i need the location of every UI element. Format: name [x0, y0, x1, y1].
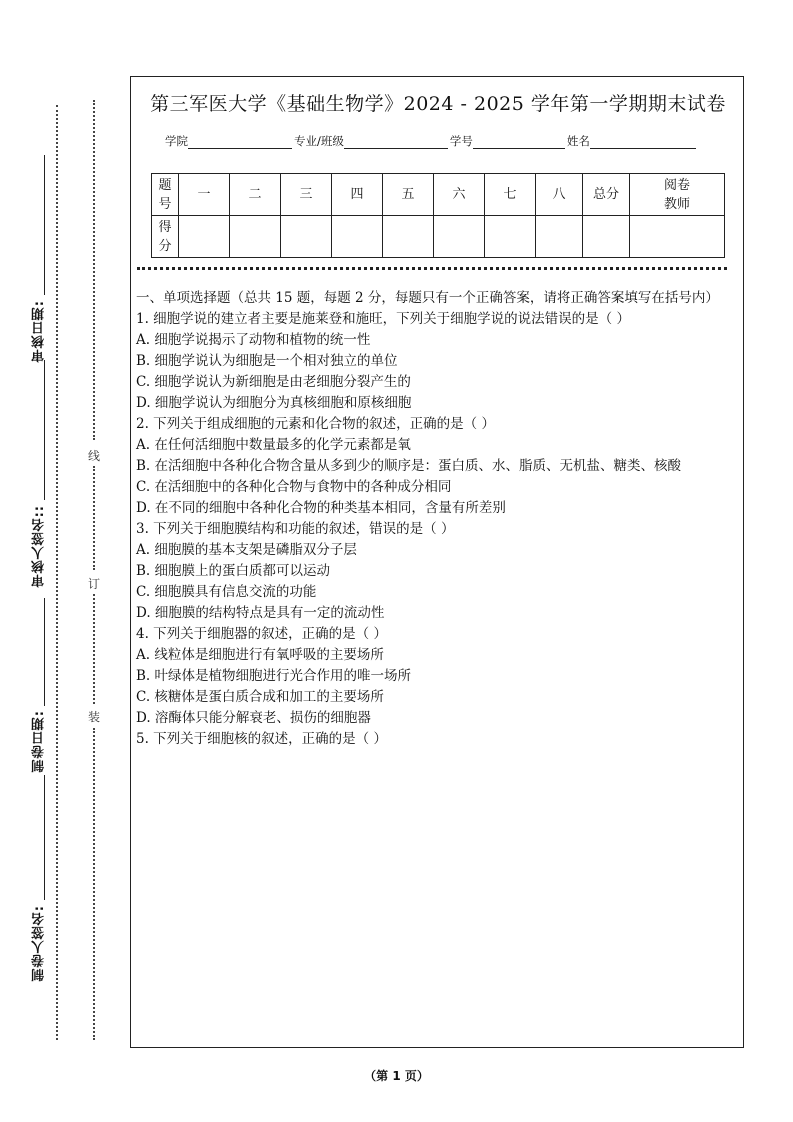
question-option: A. 细胞膜的基本支架是磷脂双分子层 — [136, 542, 357, 558]
score-cell-8[interactable] — [536, 216, 583, 258]
compiler-signature-line — [44, 775, 45, 900]
college-field[interactable] — [188, 136, 292, 149]
score-table-score-row — [152, 216, 725, 258]
name-field[interactable] — [590, 136, 696, 149]
question-option: C. 细胞学说认为新细胞是由老细胞分裂产生的 — [136, 374, 411, 390]
question-option: A. 细胞学说揭示了动物和植物的统一性 — [136, 332, 371, 348]
section-title: 一、单项选择题（总共 15 题，每题 2 分，每题只有一个正确答案，请将正确答案填写在括号内） — [136, 290, 719, 306]
question-option: C. 细胞膜具有信息交流的功能 — [136, 584, 317, 600]
student-info-row — [165, 133, 698, 149]
binding-char-zhuang: 装 — [88, 710, 101, 724]
question-option: A. 线粒体是细胞进行有氧呼吸的主要场所 — [136, 647, 384, 663]
score-cell-total[interactable] — [583, 216, 630, 258]
binding-dotted-line-bottom — [93, 728, 95, 1040]
question-3 — [136, 519, 736, 624]
score-col-2: 二 — [230, 174, 281, 216]
score-col-6: 六 — [434, 174, 485, 216]
major-class-label: 专业/班级 — [294, 134, 344, 148]
question-4 — [136, 624, 736, 729]
question-5 — [136, 729, 736, 750]
question-option: D. 细胞学说认为细胞分为真核细胞和原核细胞 — [136, 395, 412, 411]
compile-date-line — [44, 598, 45, 706]
review-date-label: 审核日期: — [32, 300, 47, 363]
question-option: B. 细胞膜上的蛋白质都可以运动 — [136, 563, 331, 579]
exam-frame — [130, 76, 744, 1048]
score-table-header-row — [152, 174, 725, 216]
score-col-total: 总分 — [583, 174, 630, 216]
question-option: C. 在活细胞中的各种化合物与食物中的各种成分相同 — [136, 479, 452, 495]
question-option: C. 核糖体是蛋白质合成和加工的主要场所 — [136, 689, 384, 705]
sidebar-dotted-line-left — [56, 105, 58, 1040]
score-cell-1[interactable] — [179, 216, 230, 258]
score-col-7: 七 — [485, 174, 536, 216]
question-option: B. 细胞学说认为细胞是一个相对独立的单位 — [136, 353, 398, 369]
score-cell-7[interactable] — [485, 216, 536, 258]
score-col-8: 八 — [536, 174, 583, 216]
question-option: B. 在活细胞中各种化合物含量从多到少的顺序是：蛋白质、水、脂质、无机盐、糖类、核酸 — [136, 458, 682, 474]
compile-date-label: 制卷日期: — [32, 710, 47, 773]
score-table — [151, 173, 725, 258]
compiler-signature-label: 制卷人签名: — [32, 905, 47, 982]
student-id-field[interactable] — [473, 136, 565, 149]
exam-title: 第三军医大学《基础生物学》2024 - 2025 学年第一学期期末试卷 — [150, 93, 726, 115]
reviewer-signature-label: 审核人签名:: — [32, 505, 47, 588]
score-cell-2[interactable] — [230, 216, 281, 258]
question-section — [136, 288, 736, 750]
question-option: A. 在任何活细胞中数量最多的化学元素都是氧 — [136, 437, 411, 453]
question-stem: 4. 下列关于细胞器的叙述，正确的是（ ） — [136, 626, 387, 642]
binding-char-ding: 订 — [88, 577, 101, 591]
name-label: 姓名 — [566, 134, 590, 148]
question-stem: 3. 下列关于细胞膜结构和功能的叙述，错误的是（ ） — [136, 521, 455, 537]
score-cell-grader[interactable] — [630, 216, 725, 258]
question-option: D. 细胞膜的结构特点是具有一定的流动性 — [136, 605, 385, 621]
question-option: B. 叶绿体是植物细胞进行光合作用的唯一场所 — [136, 668, 412, 684]
score-col-1: 一 — [179, 174, 230, 216]
review-date-line — [44, 155, 45, 295]
score-label: 得分 — [152, 216, 179, 258]
dotted-separator — [137, 267, 727, 270]
college-label: 学院 — [165, 134, 188, 148]
score-col-5: 五 — [383, 174, 434, 216]
score-cell-4[interactable] — [332, 216, 383, 258]
question-number-label: 题号 — [152, 174, 179, 216]
question-stem: 2. 下列关于组成细胞的元素和化合物的叙述，正确的是（ ） — [136, 416, 495, 432]
score-cell-3[interactable] — [281, 216, 332, 258]
question-option: D. 在不同的细胞中各种化合物的种类基本相同，含量有所差别 — [136, 500, 506, 516]
question-stem: 1. 细胞学说的建立者主要是施莱登和施旺，下列关于细胞学说的说法错误的是（ ） — [136, 311, 630, 327]
score-cell-5[interactable] — [383, 216, 434, 258]
question-stem: 5. 下列关于细胞核的叙述，正确的是（ ） — [136, 731, 387, 747]
binding-dotted-line-top — [93, 100, 95, 440]
score-cell-6[interactable] — [434, 216, 485, 258]
student-id-label: 学号 — [449, 134, 473, 148]
score-col-4: 四 — [332, 174, 383, 216]
major-class-field[interactable] — [344, 136, 448, 149]
page-number: （第 1 页） — [364, 1069, 429, 1083]
score-col-grader: 阅卷教师 — [630, 174, 725, 216]
binding-dotted-line-mid — [93, 466, 95, 570]
question-1 — [136, 309, 736, 414]
question-2 — [136, 414, 736, 519]
binding-dotted-line-mid2 — [93, 594, 95, 704]
binding-char-line: 线 — [88, 449, 101, 463]
reviewer-signature-line — [44, 360, 45, 500]
question-option: D. 溶酶体只能分解衰老、损伤的细胞器 — [136, 710, 371, 726]
score-col-3: 三 — [281, 174, 332, 216]
